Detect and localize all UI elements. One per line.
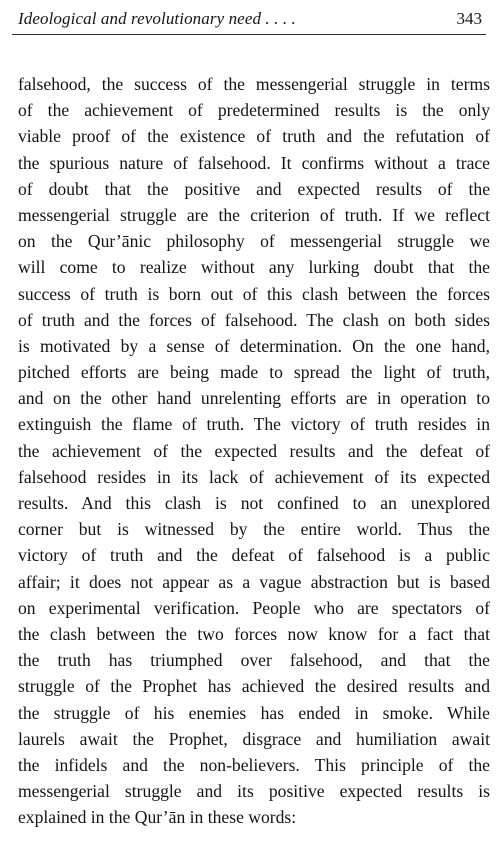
text-line-last: explained in the Qur’ān in these words:: [18, 807, 297, 828]
text-line: on the Qur’ānic philosophy of messengerial struggle we: [18, 231, 490, 252]
text-line: corner but is witnessed by the entire world. Thus the: [18, 519, 490, 540]
text-line: extinguish the flame of truth. The victory of truth resides in: [18, 414, 490, 435]
running-head: Ideological and revolutionary need . . . .: [18, 9, 296, 28]
text-line: the clash between the two forces now know for a fact that: [18, 623, 490, 644]
text-line: on experimental verification. People who are spectators of: [18, 597, 490, 618]
text-line: the spurious nature of falsehood. It confirms without a trace: [18, 152, 490, 173]
text-line: results. And this clash is not confined to an unexplored: [18, 493, 490, 513]
body-text: [18, 71, 490, 830]
text-line: of doubt that the positive and expected results of the: [18, 178, 490, 199]
text-line: will come to realize without any lurking doubt that the: [18, 257, 490, 278]
text-line: of the achievement of predetermined results is the only: [18, 100, 490, 121]
text-line: pitched efforts are being made to spread the light of truth,: [18, 362, 490, 383]
text-line: the achievement of the expected results and the defeat of: [18, 440, 490, 461]
text-line: of truth and the forces of falsehood. The clash on both sides: [18, 309, 490, 330]
text-line: viable proof of the existence of truth and the refutation of: [18, 126, 490, 147]
text-line: messengerial struggle are the criterion of truth. If we reflect: [18, 204, 490, 225]
text-line: messengerial struggle and its positive expected results is: [18, 781, 490, 802]
page-number: 343: [456, 9, 482, 28]
text-line: struggle of the Prophet has achieved the desired results and: [18, 676, 490, 697]
text-line: the truth has triumphed over falsehood, and that the: [18, 650, 490, 671]
text-line: is motivated by a sense of determination. On the one hand,: [18, 335, 490, 356]
text-line: victory of truth and the defeat of falsehood is a public: [18, 545, 490, 566]
text-line: laurels await the Prophet, disgrace and humiliation await: [18, 728, 490, 749]
text-line: falsehood, the success of the messengerial struggle in terms: [18, 74, 490, 94]
text-line: the infidels and the non-believers. This principle of the: [18, 754, 490, 775]
text-line: affair; it does not appear as a vague abstraction but is based: [18, 571, 490, 592]
text-line: falsehood resides in its lack of achievement of its expected: [18, 466, 490, 487]
text-line: and on the other hand unrelenting efforts are in operation to: [18, 388, 490, 409]
page-header: [12, 4, 486, 35]
text-line: success of truth is born out of this clash between the forces: [18, 283, 490, 304]
text-line: the struggle of his enemies has ended in smoke. While: [18, 702, 490, 723]
